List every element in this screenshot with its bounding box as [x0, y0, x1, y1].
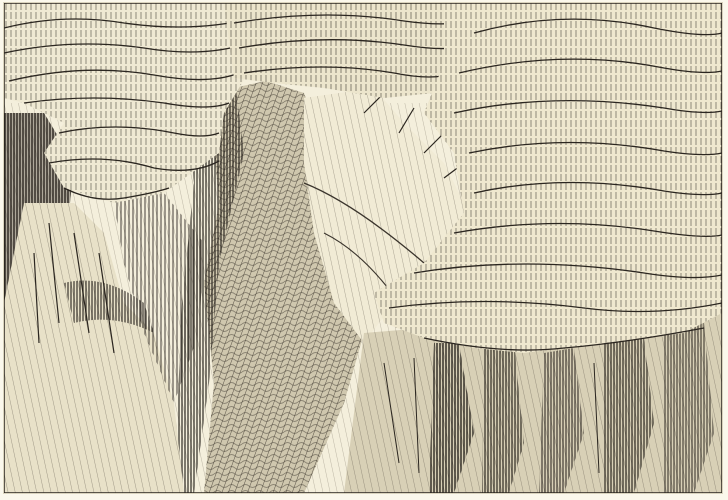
- engraving-illustration: [4, 3, 722, 493]
- engraving-frame: [4, 3, 722, 493]
- left-columns: [4, 193, 204, 493]
